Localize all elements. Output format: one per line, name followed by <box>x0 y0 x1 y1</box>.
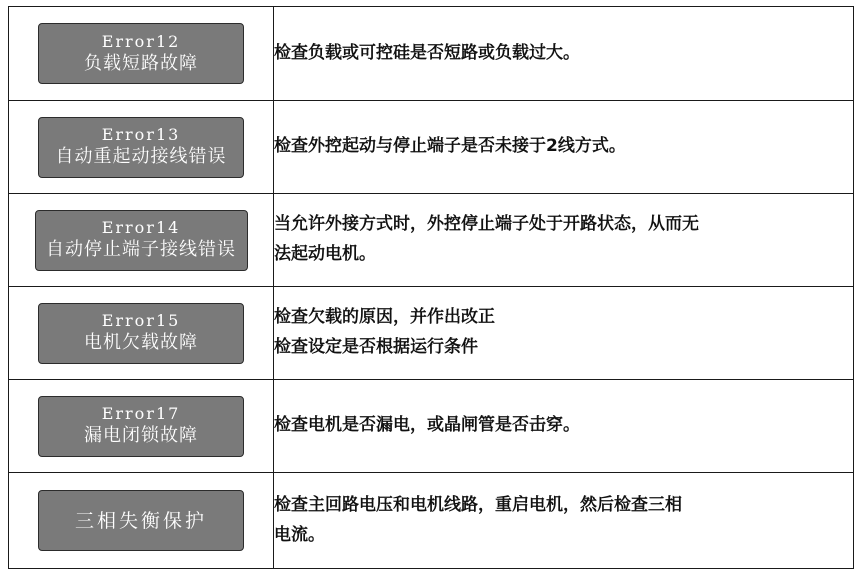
fault-display-panel <box>38 303 244 364</box>
fault-remedy-cell <box>274 473 854 569</box>
fault-display-panel <box>38 490 244 551</box>
remedy-text-line-1: 检查欠载的原因，并作出改正 <box>274 307 495 328</box>
remedy-text-line-2: 法起动电机。 <box>274 244 376 264</box>
error-code-table <box>8 6 854 569</box>
fault-name-label: 自动重起动接线错误 <box>55 146 227 167</box>
fault-remedy-cell <box>274 7 854 101</box>
table-row <box>9 194 854 287</box>
remedy-text-line-2: 电流。 <box>274 524 325 545</box>
remedy-text: 检查外控起动与停止端子是否未接于2线方式。 <box>274 136 626 157</box>
fault-name-label: 负载短路故障 <box>84 52 198 74</box>
table-row <box>9 380 854 473</box>
remedy-text: 检查电机是否漏电，或晶闸管是否击穿。 <box>274 415 580 436</box>
fault-code-cell <box>9 194 274 287</box>
remedy-text-line-2: 检查设定是否根据运行条件 <box>274 337 478 357</box>
error-code-label: Error13 <box>101 125 181 144</box>
error-code-label: Error17 <box>101 404 181 423</box>
error-code-label: Error14 <box>101 218 181 237</box>
fault-code-cell <box>9 7 274 101</box>
error-code-label: Error15 <box>101 311 181 330</box>
fault-display-panel <box>38 117 244 178</box>
fault-name-label: 电机欠载故障 <box>84 332 198 353</box>
error-code-label: Error12 <box>101 31 181 51</box>
remedy-text: 检查负载或可控硅是否短路或负载过大。 <box>274 42 580 63</box>
fault-display-panel <box>35 210 248 271</box>
fault-remedy-cell <box>274 101 854 194</box>
table-row <box>9 101 854 194</box>
table-row <box>9 473 854 569</box>
fault-code-cell <box>9 380 274 473</box>
fault-code-cell <box>9 101 274 194</box>
fault-name-label: 三相失衡保护 <box>74 509 207 532</box>
fault-remedy-cell <box>274 287 854 380</box>
remedy-text-line-1: 当允许外接方式时，外控停止端子处于开路状态，从而无 <box>274 214 699 235</box>
fault-code-cell <box>9 287 274 380</box>
fault-display-panel <box>38 23 244 84</box>
table-row <box>9 7 854 101</box>
fault-name-label: 漏电闭锁故障 <box>84 425 198 446</box>
fault-code-cell <box>9 473 274 569</box>
fault-display-panel <box>38 396 244 457</box>
fault-remedy-cell <box>274 194 854 287</box>
fault-name-label: 自动停止端子接线错误 <box>46 239 236 260</box>
table-row <box>9 287 854 380</box>
remedy-text-line-1: 检查主回路电压和电机线路，重启电机，然后检查三相 <box>274 494 682 515</box>
fault-remedy-cell <box>274 380 854 473</box>
